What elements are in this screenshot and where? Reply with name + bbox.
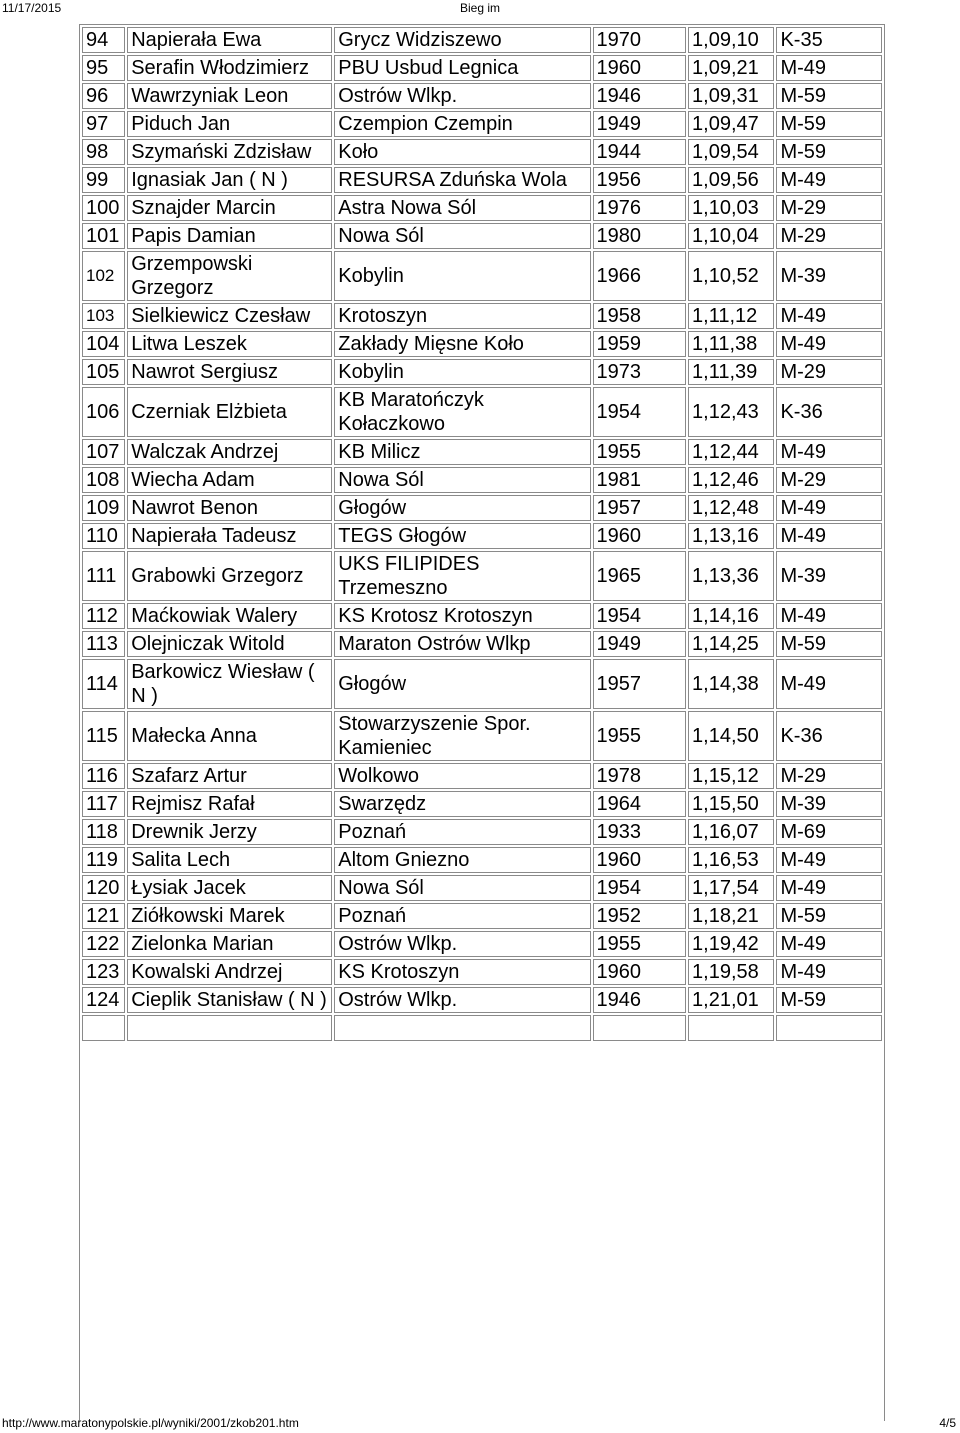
category-cell: K-36 <box>776 387 882 437</box>
club-cell: PBU Usbud Legnica <box>334 55 590 81</box>
print-footer <box>0 1415 960 1431</box>
time-cell: 1,21,01 <box>688 987 774 1013</box>
club-cell: Głogów <box>334 495 590 521</box>
club-cell: Wolkowo <box>334 763 590 789</box>
place-cell: 98 <box>82 139 125 165</box>
time-cell: 1,12,43 <box>688 387 774 437</box>
club-cell: Zakłady Mięsne Koło <box>334 331 590 357</box>
category-cell: M-29 <box>776 467 882 493</box>
birth-year-cell: 1976 <box>593 195 686 221</box>
name-cell: Litwa Leszek <box>127 331 332 357</box>
name-cell: Szafarz Artur <box>127 763 332 789</box>
category-cell <box>776 1015 882 1041</box>
name-cell: Napierała Tadeusz <box>127 523 332 549</box>
place-cell: 101 <box>82 223 125 249</box>
birth-year-cell: 1955 <box>593 931 686 957</box>
table-row <box>82 1015 882 1041</box>
table-row <box>82 903 882 929</box>
club-cell: Krotoszyn <box>334 303 590 329</box>
birth-year-cell: 1981 <box>593 467 686 493</box>
club-cell: Kobylin <box>334 359 590 385</box>
birth-year-cell: 1956 <box>593 167 686 193</box>
category-cell: M-39 <box>776 251 882 301</box>
category-cell: M-49 <box>776 659 882 709</box>
results-table-body <box>82 27 882 1041</box>
page-title: Bieg im <box>459 1 500 15</box>
category-cell: M-49 <box>776 439 882 465</box>
print-header <box>0 0 960 16</box>
place-cell: 102 <box>82 251 125 301</box>
table-row <box>82 303 882 329</box>
time-cell: 1,14,50 <box>688 711 774 761</box>
place-cell: 110 <box>82 523 125 549</box>
category-cell: M-49 <box>776 495 882 521</box>
birth-year-cell: 1949 <box>593 631 686 657</box>
place-cell: 104 <box>82 331 125 357</box>
table-row <box>82 819 882 845</box>
time-cell: 1,14,25 <box>688 631 774 657</box>
category-cell: M-59 <box>776 83 882 109</box>
category-cell: M-59 <box>776 631 882 657</box>
place-cell: 106 <box>82 387 125 437</box>
results-table <box>80 25 884 1043</box>
category-cell: M-49 <box>776 931 882 957</box>
category-cell: M-49 <box>776 959 882 985</box>
place-cell: 94 <box>82 27 125 53</box>
time-cell: 1,17,54 <box>688 875 774 901</box>
name-cell: Nawrot Sergiusz <box>127 359 332 385</box>
birth-year-cell: 1966 <box>593 251 686 301</box>
table-row <box>82 551 882 601</box>
category-cell: M-59 <box>776 111 882 137</box>
table-row <box>82 195 882 221</box>
table-row <box>82 523 882 549</box>
place-cell: 118 <box>82 819 125 845</box>
birth-year-cell: 1946 <box>593 83 686 109</box>
table-row <box>82 111 882 137</box>
club-cell: Altom Gniezno <box>334 847 590 873</box>
time-cell: 1,09,31 <box>688 83 774 109</box>
table-row <box>82 359 882 385</box>
source-url[interactable]: http://www.maratonypolskie.pl/wyniki/2001/zkob201.htm <box>2 1416 299 1430</box>
birth-year-cell: 1949 <box>593 111 686 137</box>
table-row <box>82 251 882 301</box>
category-cell: M-69 <box>776 819 882 845</box>
club-cell: Ostrów Wlkp. <box>334 987 590 1013</box>
club-cell: KS Krotoszyn <box>334 959 590 985</box>
birth-year-cell: 1955 <box>593 439 686 465</box>
place-cell: 117 <box>82 791 125 817</box>
category-cell: M-49 <box>776 55 882 81</box>
time-cell: 1,13,36 <box>688 551 774 601</box>
category-cell: M-59 <box>776 987 882 1013</box>
place-cell <box>82 1015 125 1041</box>
birth-year-cell: 1973 <box>593 359 686 385</box>
club-cell: Astra Nowa Sól <box>334 195 590 221</box>
birth-year-cell: 1955 <box>593 711 686 761</box>
place-cell: 124 <box>82 987 125 1013</box>
page-number: 4/5 <box>939 1416 956 1430</box>
table-row <box>82 27 882 53</box>
birth-year-cell: 1946 <box>593 987 686 1013</box>
time-cell <box>688 1015 774 1041</box>
name-cell: Sielkiewicz Czesław <box>127 303 332 329</box>
time-cell: 1,12,46 <box>688 467 774 493</box>
name-cell: Sznajder Marcin <box>127 195 332 221</box>
birth-year-cell: 1944 <box>593 139 686 165</box>
time-cell: 1,10,04 <box>688 223 774 249</box>
name-cell: Czerniak Elżbieta <box>127 387 332 437</box>
category-cell: M-49 <box>776 331 882 357</box>
birth-year-cell: 1960 <box>593 523 686 549</box>
table-row <box>82 83 882 109</box>
table-row <box>82 847 882 873</box>
name-cell: Kowalski Andrzej <box>127 959 332 985</box>
birth-year-cell: 1957 <box>593 495 686 521</box>
place-cell: 122 <box>82 931 125 957</box>
time-cell: 1,14,16 <box>688 603 774 629</box>
name-cell <box>127 1015 332 1041</box>
birth-year-cell: 1954 <box>593 603 686 629</box>
place-cell: 114 <box>82 659 125 709</box>
club-cell: KB Milicz <box>334 439 590 465</box>
birth-year-cell: 1954 <box>593 387 686 437</box>
results-table-container <box>79 24 885 1421</box>
table-row <box>82 495 882 521</box>
club-cell: TEGS Głogów <box>334 523 590 549</box>
birth-year-cell: 1954 <box>593 875 686 901</box>
birth-year-cell: 1952 <box>593 903 686 929</box>
club-cell: KS Krotosz Krotoszyn <box>334 603 590 629</box>
time-cell: 1,15,50 <box>688 791 774 817</box>
club-cell: Ostrów Wlkp. <box>334 931 590 957</box>
table-row <box>82 875 882 901</box>
time-cell: 1,12,48 <box>688 495 774 521</box>
club-cell: Nowa Sól <box>334 875 590 901</box>
place-cell: 105 <box>82 359 125 385</box>
category-cell: M-49 <box>776 875 882 901</box>
time-cell: 1,09,47 <box>688 111 774 137</box>
table-row <box>82 139 882 165</box>
name-cell: Walczak Andrzej <box>127 439 332 465</box>
name-cell: Ziółkowski Marek <box>127 903 332 929</box>
birth-year-cell: 1978 <box>593 763 686 789</box>
table-row <box>82 167 882 193</box>
birth-year-cell: 1960 <box>593 959 686 985</box>
table-row <box>82 55 882 81</box>
category-cell: K-36 <box>776 711 882 761</box>
name-cell: Drewnik Jerzy <box>127 819 332 845</box>
name-cell: Wiecha Adam <box>127 467 332 493</box>
table-row <box>82 223 882 249</box>
place-cell: 108 <box>82 467 125 493</box>
time-cell: 1,11,12 <box>688 303 774 329</box>
time-cell: 1,13,16 <box>688 523 774 549</box>
place-cell: 121 <box>82 903 125 929</box>
name-cell: Papis Damian <box>127 223 332 249</box>
category-cell: M-49 <box>776 603 882 629</box>
birth-year-cell: 1965 <box>593 551 686 601</box>
birth-year-cell: 1959 <box>593 331 686 357</box>
birth-year-cell: 1957 <box>593 659 686 709</box>
time-cell: 1,19,42 <box>688 931 774 957</box>
place-cell: 123 <box>82 959 125 985</box>
birth-year-cell: 1970 <box>593 27 686 53</box>
club-cell: Nowa Sól <box>334 467 590 493</box>
time-cell: 1,16,53 <box>688 847 774 873</box>
time-cell: 1,15,12 <box>688 763 774 789</box>
birth-year-cell: 1964 <box>593 791 686 817</box>
place-cell: 113 <box>82 631 125 657</box>
category-cell: K-35 <box>776 27 882 53</box>
category-cell: M-29 <box>776 195 882 221</box>
category-cell: M-49 <box>776 523 882 549</box>
birth-year-cell: 1933 <box>593 819 686 845</box>
name-cell: Serafin Włodzimierz <box>127 55 332 81</box>
category-cell: M-59 <box>776 903 882 929</box>
name-cell: Olejniczak Witold <box>127 631 332 657</box>
place-cell: 96 <box>82 83 125 109</box>
name-cell: Piduch Jan <box>127 111 332 137</box>
time-cell: 1,09,10 <box>688 27 774 53</box>
place-cell: 115 <box>82 711 125 761</box>
category-cell: M-49 <box>776 847 882 873</box>
time-cell: 1,19,58 <box>688 959 774 985</box>
name-cell: Łysiak Jacek <box>127 875 332 901</box>
birth-year-cell <box>593 1015 686 1041</box>
place-cell: 116 <box>82 763 125 789</box>
category-cell: M-29 <box>776 359 882 385</box>
time-cell: 1,11,39 <box>688 359 774 385</box>
club-cell: Kobylin <box>334 251 590 301</box>
name-cell: Zielonka Marian <box>127 931 332 957</box>
name-cell: Salita Lech <box>127 847 332 873</box>
name-cell: Grabowki Grzegorz <box>127 551 332 601</box>
club-cell: Poznań <box>334 903 590 929</box>
birth-year-cell: 1958 <box>593 303 686 329</box>
time-cell: 1,10,52 <box>688 251 774 301</box>
name-cell: Małecka Anna <box>127 711 332 761</box>
table-row <box>82 467 882 493</box>
club-cell: RESURSA Zduńska Wola <box>334 167 590 193</box>
name-cell: Napierała Ewa <box>127 27 332 53</box>
table-row <box>82 439 882 465</box>
name-cell: Maćkowiak Walery <box>127 603 332 629</box>
print-date: 11/17/2015 <box>2 1 62 15</box>
table-row <box>82 931 882 957</box>
time-cell: 1,18,21 <box>688 903 774 929</box>
place-cell: 119 <box>82 847 125 873</box>
table-row <box>82 987 882 1013</box>
table-row <box>82 631 882 657</box>
table-row <box>82 659 882 709</box>
time-cell: 1,11,38 <box>688 331 774 357</box>
club-cell: Grycz Widziszewo <box>334 27 590 53</box>
place-cell: 97 <box>82 111 125 137</box>
name-cell: Nawrot Benon <box>127 495 332 521</box>
time-cell: 1,14,38 <box>688 659 774 709</box>
place-cell: 100 <box>82 195 125 221</box>
birth-year-cell: 1960 <box>593 55 686 81</box>
table-row <box>82 959 882 985</box>
place-cell: 99 <box>82 167 125 193</box>
category-cell: M-29 <box>776 763 882 789</box>
table-row <box>82 791 882 817</box>
place-cell: 112 <box>82 603 125 629</box>
category-cell: M-49 <box>776 303 882 329</box>
club-cell: Głogów <box>334 659 590 709</box>
place-cell: 109 <box>82 495 125 521</box>
time-cell: 1,16,07 <box>688 819 774 845</box>
category-cell: M-49 <box>776 167 882 193</box>
club-cell: Ostrów Wlkp. <box>334 83 590 109</box>
time-cell: 1,12,44 <box>688 439 774 465</box>
name-cell: Wawrzyniak Leon <box>127 83 332 109</box>
category-cell: M-39 <box>776 551 882 601</box>
time-cell: 1,09,21 <box>688 55 774 81</box>
category-cell: M-29 <box>776 223 882 249</box>
club-cell: KB Maratończyk Kołaczkowo <box>334 387 590 437</box>
time-cell: 1,10,03 <box>688 195 774 221</box>
club-cell: Koło <box>334 139 590 165</box>
club-cell: Maraton Ostrów Wlkp <box>334 631 590 657</box>
birth-year-cell: 1960 <box>593 847 686 873</box>
name-cell: Cieplik Stanisław ( N ) <box>127 987 332 1013</box>
club-cell: Poznań <box>334 819 590 845</box>
name-cell: Grzempowski Grzegorz <box>127 251 332 301</box>
place-cell: 107 <box>82 439 125 465</box>
name-cell: Szymański Zdzisław <box>127 139 332 165</box>
table-row <box>82 763 882 789</box>
table-row <box>82 387 882 437</box>
time-cell: 1,09,56 <box>688 167 774 193</box>
club-cell: Swarzędz <box>334 791 590 817</box>
table-row <box>82 603 882 629</box>
category-cell: M-39 <box>776 791 882 817</box>
name-cell: Barkowicz Wiesław ( N ) <box>127 659 332 709</box>
place-cell: 120 <box>82 875 125 901</box>
club-cell: Nowa Sól <box>334 223 590 249</box>
club-cell: Czempion Czempin <box>334 111 590 137</box>
name-cell: Ignasiak Jan ( N ) <box>127 167 332 193</box>
table-row <box>82 331 882 357</box>
place-cell: 103 <box>82 303 125 329</box>
club-cell: UKS FILIPIDES Trzemeszno <box>334 551 590 601</box>
place-cell: 95 <box>82 55 125 81</box>
time-cell: 1,09,54 <box>688 139 774 165</box>
club-cell: Stowarzyszenie Spor. Kamieniec <box>334 711 590 761</box>
table-row <box>82 711 882 761</box>
birth-year-cell: 1980 <box>593 223 686 249</box>
name-cell: Rejmisz Rafał <box>127 791 332 817</box>
place-cell: 111 <box>82 551 125 601</box>
category-cell: M-59 <box>776 139 882 165</box>
club-cell <box>334 1015 590 1041</box>
